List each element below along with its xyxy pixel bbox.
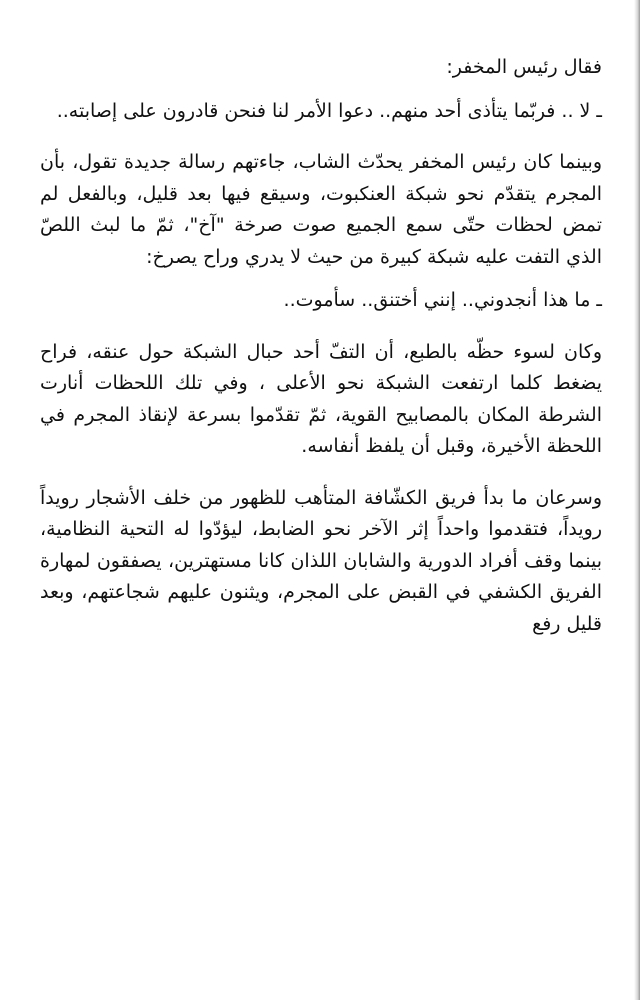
page-text: [40, 52, 602, 660]
paragraph-6: وسرعان ما بدأ فريق الكشّافة المتأهب للظهور من خلف الأشجار رويداً رويداً، فتقدموا واحداً إثر الآخر نحو الضابط، ليؤدّوا له التحية النظامية، بينما وقف أفراد الدورية والشابان اللذان كانا مستهترين، يصفقون لمهارة الفريق الكشفي في القبض على المجرم، ويثنون عليهم شجاعتهم، وبعد قليل رفع: [40, 486, 602, 635]
paragraph-4: ـ ما هذا أنجدوني.. إنني أختنق.. سأموت..: [283, 289, 602, 311]
paragraph-5: وكان لسوء حظّه بالطبع، أن التفّ أحد حبال الشبكة حول عنقه، فراح يضغط كلما ارتفعت الشبكة نحو الأعلى ، وفي تلك اللحظات أنارت الشرطة المكان بالمصابيح القوية، ثمّ تقدّموا بسرعة لإنقاذ المجرم في اللحظة الأخيرة، وقبل أن يلفظ أنفاسه.: [40, 340, 602, 457]
paragraph-1: فقال رئيس المخفر:: [446, 56, 602, 78]
page-edge-shadow: [634, 0, 640, 1000]
paragraph-2: ـ لا .. فربّما يتأذى أحد منهم.. دعوا الأمر لنا فنحن قادرون على إصابته..: [56, 99, 602, 122]
paragraph-3: وبينما كان رئيس المخفر يحدّث الشاب، جاءتهم رسالة جديدة تقول، بأن المجرم يتقدّم نحو شبكة العنكبوت، وسيقع فيها بعد قليل، وبالفعل لم تمض لحظات حتّى سمع الجميع صوت صرخة "آخ"، ثمّ ما لبث اللصّ الذي التفت عليه شبكة كبيرة من حيث لا يدري وراح يصرخ:: [40, 151, 602, 268]
